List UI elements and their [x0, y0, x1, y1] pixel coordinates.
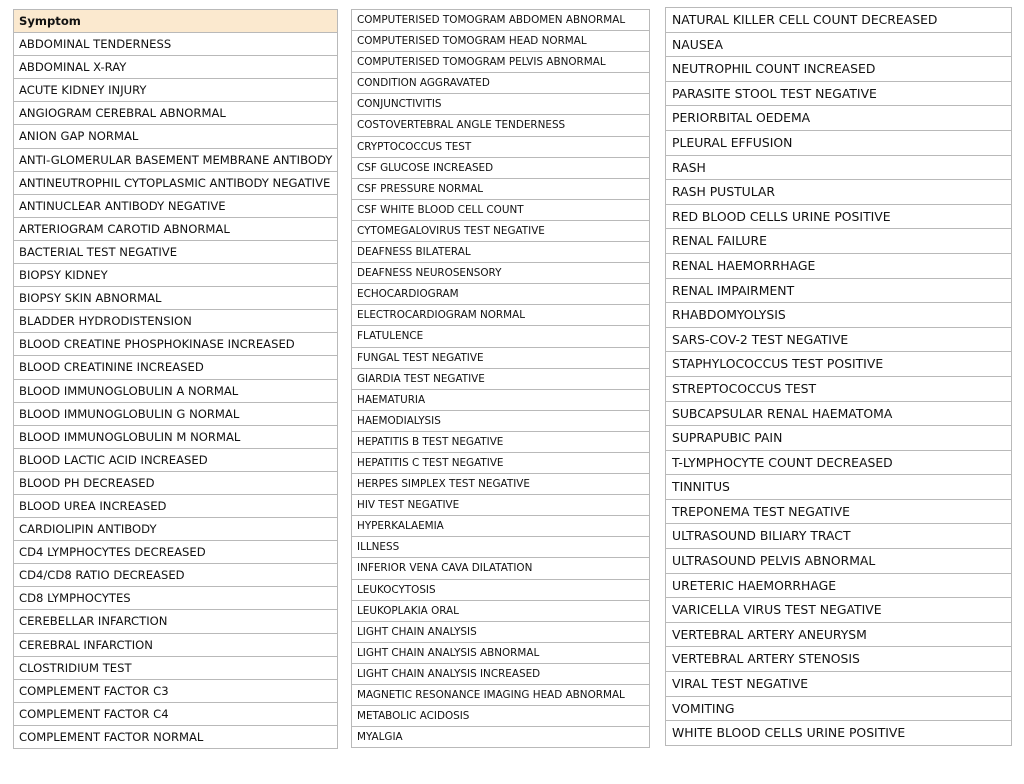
table-row: CD8 LYMPHOCYTES: [13, 586, 338, 610]
table-row: BLOOD LACTIC ACID INCREASED: [13, 448, 338, 472]
table-row: CONDITION AGGRAVATED: [351, 72, 650, 94]
table-row: CLOSTRIDIUM TEST: [13, 656, 338, 680]
table-row: ARTERIOGRAM CAROTID ABNORMAL: [13, 217, 338, 241]
table-row: COSTOVERTEBRAL ANGLE TENDERNESS: [351, 114, 650, 136]
table-row: RENAL HAEMORRHAGE: [665, 253, 1012, 279]
table-row: BLOOD PH DECREASED: [13, 471, 338, 495]
table-row: ILLNESS: [351, 536, 650, 558]
table-row: ABDOMINAL X-RAY: [13, 55, 338, 79]
table-row: BLADDER HYDRODISTENSION: [13, 309, 338, 333]
table-row: COMPLEMENT FACTOR NORMAL: [13, 725, 338, 749]
table-row: VERTEBRAL ARTERY STENOSIS: [665, 646, 1012, 672]
table-row: ANION GAP NORMAL: [13, 124, 338, 148]
table-row: FLATULENCE: [351, 325, 650, 347]
table-row: VOMITING: [665, 696, 1012, 722]
table-row: FUNGAL TEST NEGATIVE: [351, 347, 650, 369]
table-row: CEREBELLAR INFARCTION: [13, 609, 338, 633]
table-row: ANGIOGRAM CEREBRAL ABNORMAL: [13, 101, 338, 125]
table-row: HEPATITIS C TEST NEGATIVE: [351, 452, 650, 474]
table-row: NEUTROPHIL COUNT INCREASED: [665, 56, 1012, 82]
table-row: STAPHYLOCOCCUS TEST POSITIVE: [665, 351, 1012, 377]
table-row: ANTINUCLEAR ANTIBODY NEGATIVE: [13, 194, 338, 218]
table-row: ANTI-GLOMERULAR BASEMENT MEMBRANE ANTIBODY: [13, 148, 338, 172]
table-row: BLOOD IMMUNOGLOBULIN G NORMAL: [13, 402, 338, 426]
table-row: LIGHT CHAIN ANALYSIS: [351, 621, 650, 643]
table-row: CD4 LYMPHOCYTES DECREASED: [13, 540, 338, 564]
table-row: TREPONEMA TEST NEGATIVE: [665, 499, 1012, 525]
table-row: LEUKOPLAKIA ORAL: [351, 600, 650, 622]
table-row: CSF WHITE BLOOD CELL COUNT: [351, 199, 650, 221]
table-row: COMPLEMENT FACTOR C4: [13, 702, 338, 726]
table-row: ANTINEUTROPHIL CYTOPLASMIC ANTIBODY NEGATIVE: [13, 171, 338, 195]
table-row: BIOPSY SKIN ABNORMAL: [13, 286, 338, 310]
table-row: SUPRAPUBIC PAIN: [665, 425, 1012, 451]
table-row: BLOOD CREATININE INCREASED: [13, 355, 338, 379]
table-row: CONJUNCTIVITIS: [351, 93, 650, 115]
table-row: RASH PUSTULAR: [665, 179, 1012, 205]
table-row: VERTEBRAL ARTERY ANEURYSM: [665, 622, 1012, 648]
table-row: ACUTE KIDNEY INJURY: [13, 78, 338, 102]
table-row: INFERIOR VENA CAVA DILATATION: [351, 557, 650, 579]
symptom-column-1: [13, 9, 338, 749]
table-row: METABOLIC ACIDOSIS: [351, 705, 650, 727]
table-row: COMPLEMENT FACTOR C3: [13, 679, 338, 703]
table-row: CEREBRAL INFARCTION: [13, 633, 338, 657]
table-row: ULTRASOUND BILIARY TRACT: [665, 523, 1012, 549]
symptom-column-3: [665, 7, 1012, 746]
table-row: VIRAL TEST NEGATIVE: [665, 671, 1012, 697]
table-row: CD4/CD8 RATIO DECREASED: [13, 563, 338, 587]
table-row: LIGHT CHAIN ANALYSIS ABNORMAL: [351, 642, 650, 664]
table-row: RED BLOOD CELLS URINE POSITIVE: [665, 204, 1012, 230]
table-header: Symptom: [13, 9, 338, 33]
table-row: BLOOD CREATINE PHOSPHOKINASE INCREASED: [13, 332, 338, 356]
table-row: ECHOCARDIOGRAM: [351, 283, 650, 305]
symptom-column-2: [351, 9, 650, 748]
table-row: GIARDIA TEST NEGATIVE: [351, 368, 650, 390]
table-row: STREPTOCOCCUS TEST: [665, 376, 1012, 402]
table-row: BACTERIAL TEST NEGATIVE: [13, 240, 338, 264]
table-row: PLEURAL EFFUSION: [665, 130, 1012, 156]
table-row: CSF PRESSURE NORMAL: [351, 178, 650, 200]
table-row: RENAL IMPAIRMENT: [665, 278, 1012, 304]
table-row: VARICELLA VIRUS TEST NEGATIVE: [665, 597, 1012, 623]
table-row: CSF GLUCOSE INCREASED: [351, 157, 650, 179]
table-row: DEAFNESS BILATERAL: [351, 241, 650, 263]
table-row: MAGNETIC RESONANCE IMAGING HEAD ABNORMAL: [351, 684, 650, 706]
table-row: CARDIOLIPIN ANTIBODY: [13, 517, 338, 541]
table-row: BLOOD IMMUNOGLOBULIN A NORMAL: [13, 379, 338, 403]
table-row: CRYPTOCOCCUS TEST: [351, 136, 650, 158]
table-row: SUBCAPSULAR RENAL HAEMATOMA: [665, 401, 1012, 427]
table-row: RASH: [665, 155, 1012, 181]
table-row: TINNITUS: [665, 474, 1012, 500]
table-row: COMPUTERISED TOMOGRAM PELVIS ABNORMAL: [351, 51, 650, 73]
table-row: RENAL FAILURE: [665, 228, 1012, 254]
table-row: URETERIC HAEMORRHAGE: [665, 573, 1012, 599]
table-row: NAUSEA: [665, 32, 1012, 58]
table-row: HEPATITIS B TEST NEGATIVE: [351, 431, 650, 453]
table-row: RHABDOMYOLYSIS: [665, 302, 1012, 328]
table-row: BIOPSY KIDNEY: [13, 263, 338, 287]
table-row: PERIORBITAL OEDEMA: [665, 105, 1012, 131]
table-row: NATURAL KILLER CELL COUNT DECREASED: [665, 7, 1012, 33]
table-row: HYPERKALAEMIA: [351, 515, 650, 537]
table-row: COMPUTERISED TOMOGRAM HEAD NORMAL: [351, 30, 650, 52]
table-row: SARS-COV-2 TEST NEGATIVE: [665, 327, 1012, 353]
table-row: DEAFNESS NEUROSENSORY: [351, 262, 650, 284]
table-row: COMPUTERISED TOMOGRAM ABDOMEN ABNORMAL: [351, 9, 650, 31]
table-row: LEUKOCYTOSIS: [351, 579, 650, 601]
table-row: BLOOD IMMUNOGLOBULIN M NORMAL: [13, 425, 338, 449]
table-row: PARASITE STOOL TEST NEGATIVE: [665, 81, 1012, 107]
table-row: CYTOMEGALOVIRUS TEST NEGATIVE: [351, 220, 650, 242]
table-row: HAEMODIALYSIS: [351, 410, 650, 432]
table-row: BLOOD UREA INCREASED: [13, 494, 338, 518]
table-row: ULTRASOUND PELVIS ABNORMAL: [665, 548, 1012, 574]
table-row: WHITE BLOOD CELLS URINE POSITIVE: [665, 720, 1012, 746]
table-row: MYALGIA: [351, 726, 650, 748]
table-row: HERPES SIMPLEX TEST NEGATIVE: [351, 473, 650, 495]
table-row: T-LYMPHOCYTE COUNT DECREASED: [665, 450, 1012, 476]
table-row: ELECTROCARDIOGRAM NORMAL: [351, 304, 650, 326]
table-row: LIGHT CHAIN ANALYSIS INCREASED: [351, 663, 650, 685]
table-row: HIV TEST NEGATIVE: [351, 494, 650, 516]
table-row: ABDOMINAL TENDERNESS: [13, 32, 338, 56]
table-row: HAEMATURIA: [351, 389, 650, 411]
